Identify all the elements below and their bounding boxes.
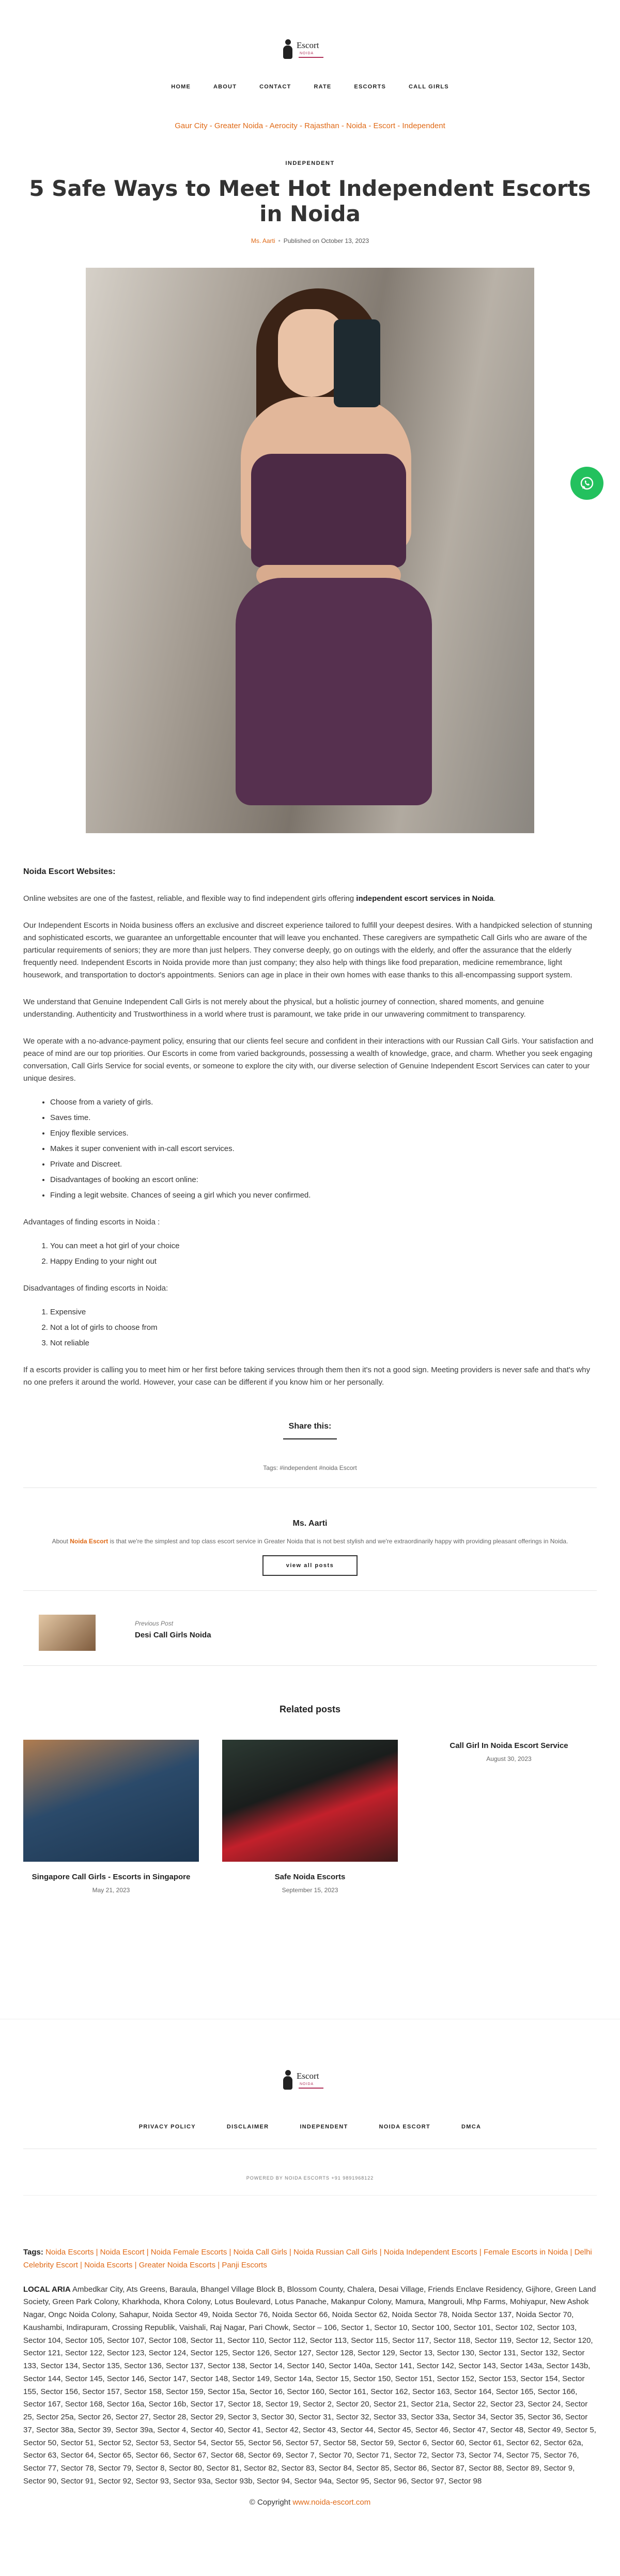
- footer-nav-privacy[interactable]: PRIVACY POLICY: [138, 2124, 196, 2130]
- nav-call-girls[interactable]: CALL GIRLS: [409, 84, 449, 90]
- nav-escorts[interactable]: ESCORTS: [354, 84, 386, 90]
- nav-about[interactable]: ABOUT: [213, 84, 237, 90]
- related-post-card[interactable]: [222, 1740, 398, 1895]
- list-item: • Finding a legit website. Chances of seeing a girl which you never confirmed.: [50, 1189, 597, 1202]
- nav-home[interactable]: HOME: [171, 84, 191, 90]
- content-heading: Noida Escort Websites:: [23, 867, 116, 876]
- section-divider: [23, 1590, 597, 1591]
- list-item: • Makes it super convenient with in-call escort services.: [50, 1143, 597, 1155]
- list-item: 1. You can meet a hot girl of your choice: [50, 1240, 597, 1252]
- footer-nav-dmca[interactable]: DMCA: [461, 2124, 482, 2130]
- previous-post-thumbnail: [39, 1615, 96, 1651]
- featured-image: [86, 268, 534, 833]
- content-paragraph-1: [23, 893, 597, 905]
- list-item: • Saves time.: [50, 1112, 597, 1124]
- related-post-date: September 15, 2023: [282, 1887, 338, 1894]
- related-post-card[interactable]: [421, 1740, 597, 1764]
- meta-separator: •: [278, 237, 281, 244]
- tags-label: Tags:: [263, 1464, 278, 1472]
- related-post-card[interactable]: [23, 1740, 199, 1895]
- footer-nav: [0, 2123, 620, 2132]
- bio-text: is that we're the simplest and top class escort service in Greater Noida that is not best stylish and we're extraordinarily happy with providing pleasant offerings in Noida.: [108, 1537, 568, 1545]
- section-divider: [23, 1665, 597, 1666]
- copyright-site-link[interactable]: www.noida-escort.com: [292, 2497, 371, 2507]
- share-underline: [283, 1438, 337, 1439]
- disadvantages-list: [23, 1306, 597, 1350]
- post-meta: [0, 236, 620, 246]
- tag-link[interactable]: #noida Escort: [319, 1464, 357, 1472]
- related-post-title: Call Girl In Noida Escort Service: [450, 1741, 568, 1751]
- logo-tagline: NOIDA: [300, 52, 314, 55]
- bio-link[interactable]: Noida Escort: [70, 1537, 109, 1545]
- advantages-list: [23, 1240, 597, 1268]
- content-paragraph-3: We understand that Genuine Independent Call Girls is not merely about the physical, but a holistic journey of connection, shared moments, and genuine understanding. Authenticity and Trustworthiness in a world where trust is paramount, we take pride in our unwavering commitment to transparency.: [23, 998, 544, 1019]
- bio-text: About: [52, 1537, 70, 1545]
- featured-image-top: [251, 454, 406, 568]
- author-box: [0, 1517, 620, 1576]
- featured-image-phone: [334, 319, 380, 407]
- powered-by: POWERED BY NOIDA ESCORTS +91 9891968122: [246, 2175, 374, 2181]
- view-all-posts-button[interactable]: view all posts: [262, 1555, 358, 1576]
- logo-text: Escort: [297, 40, 319, 50]
- site-header: [0, 0, 620, 129]
- footer-tags-label: Tags:: [23, 2248, 43, 2257]
- list-item: 2. Happy Ending to your night out: [50, 1255, 597, 1268]
- local-areas-label: LOCAL ARIA: [23, 2284, 71, 2294]
- list-item: 3. Not reliable: [50, 1337, 597, 1350]
- logo-text: Escort: [297, 2071, 319, 2081]
- related-posts: [23, 1740, 597, 1936]
- site-logo[interactable]: [279, 35, 341, 64]
- local-areas: [23, 2283, 597, 2488]
- previous-post-link[interactable]: [23, 1615, 597, 1651]
- related-post-thumbnail: [222, 1740, 398, 1862]
- footer-nav-independent[interactable]: INDEPENDENT: [300, 2124, 348, 2130]
- content-paragraph-4: We operate with a no-advance-payment policy, ensuring that our clients feel secure and confident in their interactions with our Russian Call Girls. Your satisfaction and peace of mind are our top priorities. Our Escorts in come from varied backgrounds, possessing a wealth of knowledge, grace, and charm. Whether you seek engaging conversation, Call Girls Service for social events, or someone to explore the city with, our diverse selection of Genuine Independent Escort Services can cater to your unique desires.: [23, 1037, 594, 1083]
- footer-nav-noida-escort[interactable]: NOIDA ESCORT: [379, 2124, 431, 2130]
- logo-silhouette-icon: [282, 39, 293, 60]
- related-post-title: Singapore Call Girls - Escorts in Singapore: [32, 1873, 191, 1882]
- previous-post-title: Desi Call Girls Noida: [135, 1631, 211, 1640]
- whatsapp-icon: [580, 476, 594, 490]
- disadvantages-heading: Disadvantages of finding escorts in Noida:: [23, 1284, 168, 1293]
- logo-silhouette-icon: [282, 2070, 293, 2091]
- copyright-prefix: © Copyright: [249, 2497, 291, 2507]
- post-author-link[interactable]: Ms. Aarti: [251, 237, 275, 244]
- post-category[interactable]: INDEPENDENT: [285, 160, 335, 166]
- content-paragraph-2: Our Independent Escorts in Noida business offers an exclusive and discreet experience tailored to fulfill your deepest desires. With a handpicked selection of stunning and sophisticated escorts, we guarantee an unforgettable encounter that will leave you enchanted. These caregivers are sympathetic Call Girls who are aware of the particular requirements of seniors; they are more than just helpers. They converse deeply, go on outings with the elderly, and offer the assurance that the elderly frequently need. Independent Escorts in Noida provide more than just company; they also help with things like food preparation, medicine remembrance, light housework, and transportation to doctor's appointments. Seniors can age in place in their own homes with ease thanks to this all-encompassing support system.: [23, 921, 593, 980]
- previous-post-label: Previous Post: [135, 1620, 174, 1628]
- list-item: • Enjoy flexible services.: [50, 1127, 597, 1140]
- local-areas-list: Ambedkar City, Ats Greens, Baraula, Bhangel Village Block B, Blossom County, Chalera, Desai Village, Friends Enclave Residency, Gijhore, Green Land Society, Green Park Colony, Kharkhoda, Khora Colony, Lotus Boulevard, Lotus Panache, Makanpur Colony, Mamura, Mangrouli, Mhp Farms, Mohiyapur, New Ashok Nagar, Ongc Noida Colony, Sahapur, Noida Sector 49, Noida Sector 76, Noida Sector 66, Noida Sector 62, Noida Sector 78, Noida Sector 137, Noida Sector 70, Kaushambi, Indirapuram, Crossing Republik, Vaishali, Raj Nagar, Pari Chowk, Sector – 106, Sector 1, Sector 10, Sector 100, Sector 101, Sector 102, Sector 103, Sector 104, Sector 105, Sector 107, Sector 108, Sector 11, Sector 110, Sector 112, Sector 113, Sector 115, Sector 117, Sector 118, Sector 119, Sector 12, Sector 120, Sector 121, Sector 122, Sector 123, Sector 124, Sector 125, Sector 126, Sector 127, Sector 128, Sector 129, Sector 13, Sector 130, Sector 131, Sector 132, Sector 133, Sector 134, Sector 135, Sector 136, Sector 137, Sector 138, Sector 14, Sector 140, Sector 140a, Sector 141, Sector 142, Sector 143, Sector 143a, Sector 143b, Sector 144, Sector 145, Sector 146, Sector 147, Sector 148, Sector 149, Sector 14a, Sector 15, Sector 150, Sector 151, Sector 152, Sector 153, Sector 154, Sector 155, Sector 156, Sector 157, Sector 158, Sector 159, Sector 15a, Sector 16, Sector 160, Sector 161, Sector 162, Sector 163, Sector 164, Sector 165, Sector 166, Sector 167, Sector 168, Sector 16a, Sector 16b, Sector 17, Sector 18, Sector 19, Sector 2, Sector 20, Sector 21, Sector 21a, Sector 22, Sector 23, Sector 24, Sector 25, Sector 25a, Sector 26, Sector 27, Sector 28, Sector 29, Sector 3, Sector 30, Sector 31, Sector 32, Sector 33, Sector 33a, Sector 34, Sector 35, Sector 36, Sector 37, Sector 38a, Sector 39, Sector 39a, Sector 4, Sector 40, Sector 41, Sector 42, Sector 43, Sector 44, Sector 45, Sector 46, Sector 47, Sector 48, Sector 49, Sector 5, Sector 50, Sector 51, Sector 52, Sector 53, Sector 54, Sector 55, Sector 56, Sector 57, Sector 58, Sector 59, Sector 6, Sector 60, Sector 61, Sector 62, Sector 62a, Sector 63, Sector 64, Sector 65, Sector 66, Sector 67, Sector 68, Sector 69, Sector 7, Sector 70, Sector 71, Sector 72, Sector 73, Sector 74, Sector 75, Sector 76, Sector 77, Sector 78, Sector 79, Sector 8, Sector 80, Sector 81, Sector 82, Sector 83, Sector 84, Sector 85, Sector 86, Sector 87, Sector 88, Sector 89, Sector 9, Sector 90, Sector 91, Sector 92, Sector 93, Sector 93a, Sector 93b, Sector 94, Sector 94a, Sector 95, Sector 96, Sector 97, Sector 98: [23, 2284, 596, 2486]
- post-tags: [0, 1463, 620, 1473]
- featured-image-skirt: [236, 578, 432, 805]
- copyright: [0, 2496, 620, 2509]
- list-item: 1. Expensive: [50, 1306, 597, 1318]
- logo-tagline: NOIDA: [300, 2082, 314, 2087]
- p1-bold-link[interactable]: independent escort services in Noida: [356, 894, 494, 903]
- advantages-heading: Advantages of finding escorts in Noida :: [23, 1218, 160, 1227]
- p1-end: .: [493, 894, 496, 903]
- site-footer: [0, 2019, 620, 2267]
- related-post-date: May 21, 2023: [92, 1887, 130, 1894]
- benefits-list: [23, 1096, 597, 1202]
- footer-divider: [23, 2195, 597, 2196]
- location-links[interactable]: Gaur City - Greater Noida - Aerocity - Rajasthan - Noida - Escort - Independent: [175, 121, 445, 130]
- related-posts-heading: Related posts: [279, 1704, 341, 1715]
- related-post-date: August 30, 2023: [486, 1755, 532, 1763]
- footer-nav-disclaimer[interactable]: DISCLAIMER: [226, 2124, 269, 2130]
- share-heading: Share this:: [288, 1422, 332, 1431]
- logo-underline: [299, 2088, 323, 2089]
- tag-link[interactable]: #independent: [280, 1464, 318, 1472]
- p1-text: Online websites are one of the fastest, reliable, and flexible way to find independent girls offering: [23, 894, 357, 903]
- content-paragraph-5: If a escorts provider is calling you to meet him or her first before taking services through them then it's not a good sign. Meeting providers is never safe and that's why no one prefers it around the world. However, your case can be different if you know him or her personally.: [23, 1366, 591, 1387]
- post-date: Published on October 13, 2023: [283, 237, 369, 244]
- logo-underline: [299, 57, 323, 58]
- related-post-thumbnail: [23, 1740, 199, 1862]
- list-item: 2. Not a lot of girls to choose from: [50, 1322, 597, 1334]
- list-item: • Private and Discreet.: [50, 1158, 597, 1171]
- nav-rate[interactable]: RATE: [314, 84, 332, 90]
- author-bio: [26, 1537, 594, 1546]
- footer-tags-links[interactable]: Noida Escorts | Noida Escort | Noida Female Escorts | Noida Call Girls | Noida Russian Call Girls | Noida Independent Escorts | Female Escorts in Noida | Delhi Celebrity Escort | Noida Escorts | Greater Noida Escorts | Panji Escorts: [23, 2248, 592, 2270]
- list-item: • Choose from a variety of girls.: [50, 1096, 597, 1109]
- main-nav: [0, 83, 620, 92]
- footer-logo[interactable]: [279, 2066, 341, 2095]
- post-content: [23, 865, 597, 1389]
- related-post-title: Safe Noida Escorts: [274, 1873, 346, 1882]
- author-name: Ms. Aarti: [292, 1519, 328, 1528]
- post-title: 5 Safe Ways to Meet Hot Independent Escorts in Noida: [29, 175, 591, 227]
- nav-contact[interactable]: CONTACT: [259, 84, 291, 90]
- list-item: • Disadvantages of booking an escort online:: [50, 1174, 597, 1186]
- whatsapp-float-button[interactable]: [570, 467, 603, 500]
